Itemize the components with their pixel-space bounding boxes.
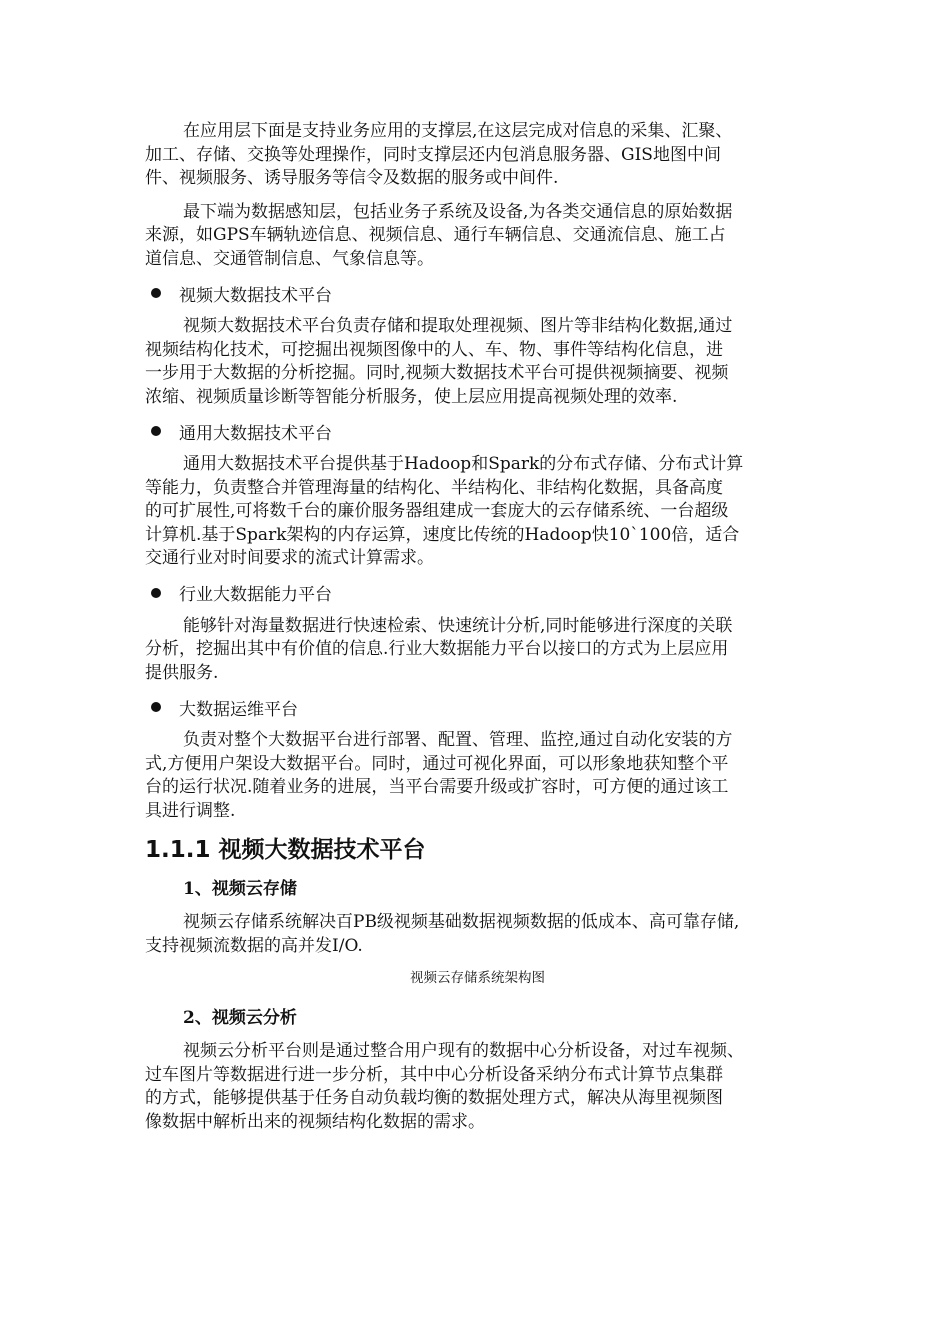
bullet-dot-icon [151, 288, 161, 298]
document-body [145, 120, 810, 1144]
bullet-item-video-platform [145, 281, 810, 305]
paragraph-general-platform: 通用大数据技术平台提供基于Hadoop和Spark的分布式存储、分布式计算 等能力，负责整合并管理海量的结构化、半结构化、非结构化数据，具备高度 的可扩展性,可将数千台的廉价服务器组建成一套庞大的云存储系统、一台超级 计算机.基于Spark架构的内存运算，速度比传统的Hadoop快10`100倍，适合 交通行业对时间要求的流式计算需求。 [145, 454, 744, 568]
paragraph-ops-platform: 负责对整个大数据平台进行部署、配置、管理、监控,通过自动化安装的方 式,方便用户架设大数据平台。同时，通过可视化界面，可以形象地获知整个平 台的运行状况.随着业务的进展，当平台需要升级或扩容时，可方便的通过该工 具进行调整. [145, 730, 733, 821]
paragraph-data-layer: 最下端为数据感知层，包括业务子系统及设备,为各类交通信息的原始数据 来源，如GPS车辆轨迹信息、视频信息、通行车辆信息、交通流信息、施工占 道信息、交通管制信息、气象信息等。 [145, 201, 733, 269]
bullet-label: 大数据运维平台 [179, 699, 298, 720]
bullet-dot-icon [151, 588, 161, 598]
paragraph-industry-platform: 能够针对海量数据进行快速检索、快速统计分析,同时能够进行深度的关联 分析，挖掘出其中有价值的信息.行业大数据能力平台以接口的方式为上层应用 提供服务. [145, 615, 733, 683]
bullet-dot-icon [151, 702, 161, 712]
subheading-cloud-analysis: 2、视频云分析 [183, 1008, 297, 1028]
bullet-item-ops-platform [145, 695, 810, 719]
paragraph-cloud-analysis: 视频云分析平台则是通过整合用户现有的数据中心分析设备，对过车视频、 过车图片等数据进行进一步分析，其中中心分析设备采纳分布式计算节点集群 的方式，能够提供基于任务自动负载均衡的数据处理方式，解决从海里视频图 像数据中解析出来的视频结构化数据的需求。 [145, 1041, 744, 1132]
bullet-dot-icon [151, 426, 161, 436]
bullet-item-industry-platform [145, 581, 810, 605]
paragraph-cloud-storage: 视频云存储系统解决百PB级视频基础数据视频数据的低成本、高可靠存储, 支持视频流数据的高并发I/O. [145, 912, 740, 956]
bullet-label: 视频大数据技术平台 [179, 285, 332, 306]
bullet-label: 通用大数据技术平台 [179, 423, 332, 444]
section-heading: 1.1.1 视频大数据技术平台 [145, 837, 426, 863]
paragraph-support-layer: 在应用层下面是支持业务应用的支撑层,在这层完成对信息的采集、汇聚、 加工、存储、交换等处理操作，同时支撑层还内包消息服务器、GIS地图中间 件、视频服务、诱导服务等信令及数据的服务或中间件. [145, 121, 733, 188]
paragraph-video-platform: 视频大数据技术平台负责存储和提取处理视频、图片等非结构化数据,通过 视频结构化技术，可挖掘出视频图像中的人、车、物、事件等结构化信息，进 一步用于大数据的分析挖掘。同时,视频大数据技术平台可提供视频摘要、视频 浓缩、视频质量诊断等智能分析服务，使上层应用提高视频处理的效率. [145, 316, 733, 407]
bullet-item-general-platform [145, 419, 810, 443]
figure-caption: 视频云存储系统架构图 [410, 970, 545, 986]
subheading-cloud-storage: 1、视频云存储 [183, 879, 297, 899]
bullet-label: 行业大数据能力平台 [179, 585, 332, 605]
